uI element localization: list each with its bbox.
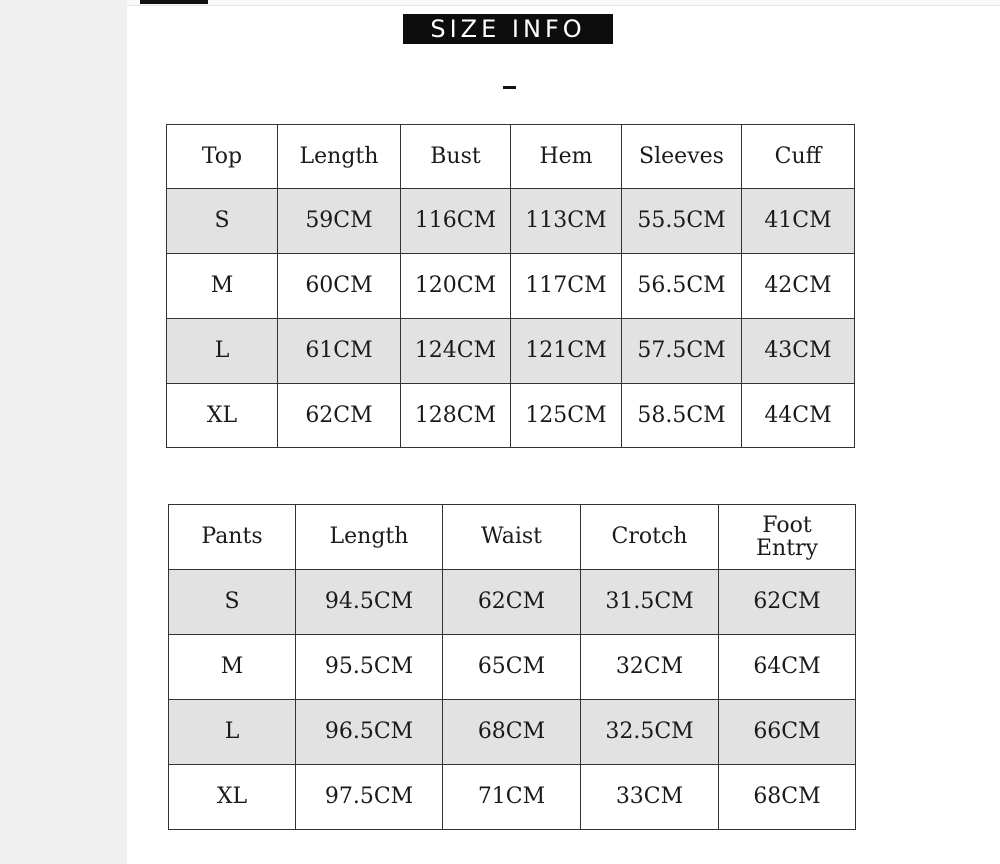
header-cell: Sleeves <box>622 125 742 189</box>
top-size-table <box>166 124 855 448</box>
table-cell: 121CM <box>511 319 622 384</box>
table-cell: 62CM <box>278 384 401 448</box>
header-cell: Length <box>296 505 443 570</box>
table-cell: 62CM <box>719 570 856 635</box>
header-cell: Length <box>278 125 401 189</box>
pants-size-table <box>168 504 856 830</box>
table-header-row <box>169 505 856 570</box>
size-cell: M <box>167 254 278 319</box>
size-cell: L <box>167 319 278 384</box>
table-row <box>167 319 855 384</box>
table-cell: 125CM <box>511 384 622 448</box>
table-cell: 66CM <box>719 700 856 765</box>
top-divider <box>127 0 1000 6</box>
header-cell: Cuff <box>742 125 855 189</box>
header-cell: Hem <box>511 125 622 189</box>
table-cell: 117CM <box>511 254 622 319</box>
table-cell: 31.5CM <box>581 570 719 635</box>
table-row <box>167 254 855 319</box>
size-cell: XL <box>169 765 296 830</box>
header-text: Foot Entry <box>755 512 818 561</box>
header-cell: Waist <box>443 505 581 570</box>
table-cell: 64CM <box>719 635 856 700</box>
table-row <box>167 189 855 254</box>
table-cell: 57.5CM <box>622 319 742 384</box>
table-cell: 55.5CM <box>622 189 742 254</box>
table-cell: 71CM <box>443 765 581 830</box>
header-cell: Top <box>167 125 278 189</box>
table-cell: 59CM <box>278 189 401 254</box>
table-cell: 32CM <box>581 635 719 700</box>
table-cell: 41CM <box>742 189 855 254</box>
size-info-title: SIZE INFO <box>403 14 613 44</box>
table-cell: 33CM <box>581 765 719 830</box>
title-dash <box>503 86 516 89</box>
size-cell: S <box>167 189 278 254</box>
left-margin-strip <box>0 0 127 864</box>
table-cell: 62CM <box>443 570 581 635</box>
table-cell: 65CM <box>443 635 581 700</box>
table-row <box>169 700 856 765</box>
table-cell: 96.5CM <box>296 700 443 765</box>
header-cell <box>719 505 856 570</box>
table-cell: 124CM <box>401 319 511 384</box>
table-cell: 43CM <box>742 319 855 384</box>
table-cell: 42CM <box>742 254 855 319</box>
top-mark <box>140 0 208 4</box>
table-cell: 120CM <box>401 254 511 319</box>
table-cell: 95.5CM <box>296 635 443 700</box>
table-cell: 60CM <box>278 254 401 319</box>
table-cell: 116CM <box>401 189 511 254</box>
table-row <box>169 570 856 635</box>
table-cell: 44CM <box>742 384 855 448</box>
table-cell: 68CM <box>443 700 581 765</box>
size-cell: S <box>169 570 296 635</box>
table-row <box>169 635 856 700</box>
table-cell: 68CM <box>719 765 856 830</box>
table-row <box>167 384 855 448</box>
size-cell: L <box>169 700 296 765</box>
table-cell: 56.5CM <box>622 254 742 319</box>
header-cell: Pants <box>169 505 296 570</box>
table-cell: 113CM <box>511 189 622 254</box>
header-cell: Crotch <box>581 505 719 570</box>
size-cell: XL <box>167 384 278 448</box>
table-cell: 58.5CM <box>622 384 742 448</box>
table-cell: 61CM <box>278 319 401 384</box>
size-cell: M <box>169 635 296 700</box>
table-cell: 32.5CM <box>581 700 719 765</box>
table-cell: 94.5CM <box>296 570 443 635</box>
table-header-row <box>167 125 855 189</box>
table-row <box>169 765 856 830</box>
table-cell: 128CM <box>401 384 511 448</box>
table-cell: 97.5CM <box>296 765 443 830</box>
header-cell: Bust <box>401 125 511 189</box>
